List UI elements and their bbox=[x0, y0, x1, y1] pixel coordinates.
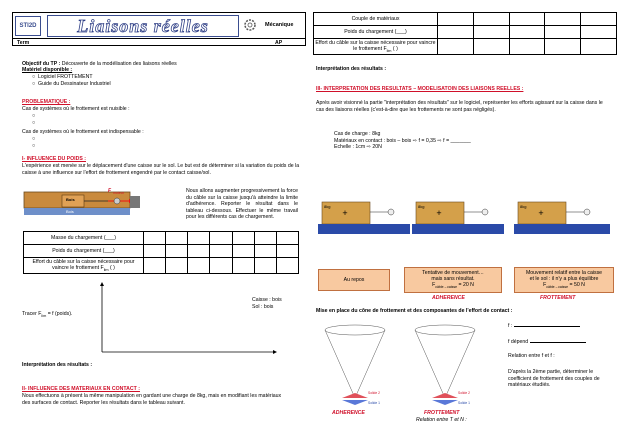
section3-text: Après avoir visionné la partie "interprétation des résultats" sur le logiciel, représenter les efforts agissant sur la caisse dans le cas des liaisons réelles (c'est-à-dire que les frottements ne sont pas négligés). bbox=[316, 100, 603, 113]
state-friction: Mouvement relatif entre la caisse et le sol : il n'y a plus équilibre $F_{câble\to caisse} = 50$ N bbox=[514, 267, 614, 293]
crate-figure: Bois Bois F moteur bbox=[22, 186, 172, 220]
problem-q1: Cas de systèmes où le frottement est nuisible : bbox=[22, 106, 130, 112]
section1-title: I- INFLUENCE DU POIDS : bbox=[22, 156, 86, 162]
crate-diagram-friction: + 8kg bbox=[514, 200, 610, 236]
list-item: ○ Guide du Dessinateur Industriel bbox=[32, 80, 111, 87]
problem-q2: Cas de systèmes où le frottement est indispensable : bbox=[22, 129, 144, 135]
svg-text:+: + bbox=[436, 208, 442, 218]
label-friction: FROTTEMENT bbox=[540, 295, 576, 301]
cone-label-adherence: ADHERENCE bbox=[332, 410, 365, 416]
q-depends: f dépend bbox=[508, 339, 586, 346]
crate-diagram-adherence: + 8kg bbox=[412, 200, 504, 236]
crate-diagram-rest: + 8kg bbox=[318, 200, 410, 236]
section2-text: Nous effectuons à présent la même manipulation en gardant une charge de 8kg, mais en modifiant les matériaux des surfaces de contact. Reporter les résultats dans le tableau suivant. bbox=[22, 393, 282, 406]
header bbox=[12, 12, 306, 46]
state-adherence: Tentative de mouvement… mais sans résultat. $F_{câble\to caisse} = 20$ N bbox=[404, 267, 502, 293]
problem-title: PROBLEMATIQUE : bbox=[22, 99, 71, 105]
interp-label-left: Interprétation des résultats : bbox=[22, 362, 93, 368]
course-label: AP bbox=[275, 40, 283, 46]
cone-label-friction: FROTTEMENT bbox=[424, 410, 460, 416]
section1-intro: L'expérience est menée sur le déplacement d'une caisse sur le sol. Le but est de déterminer si la variation du poids de la caisse à une influence sur l'effort de frottement engendré par le contact caisse/sol. bbox=[22, 163, 300, 176]
logo: STI2D bbox=[15, 16, 41, 36]
load-table: Masse du chargement (___) Poids du chargement (___) Effort du câble sur la caisse nécessaire pour vaincre le frottement $F_{lim}$ ( ) bbox=[23, 231, 299, 274]
trace-instruction: Tracer $F_{lim} = f$ (poids). bbox=[22, 311, 73, 319]
svg-text:+: + bbox=[538, 208, 544, 218]
q-relation: Relation entre f et f : bbox=[508, 353, 555, 359]
list-item: ○ Logiciel FROTTEMENT bbox=[32, 74, 93, 80]
section1-text: Nous allons augmenter progressivement la force du câble sur la caisse jusqu'à atteindre la limite d'adhérence. Reporter le résultat dans le tableau ci-dessous. Effectuer le même travail pour les différents cas de chargement. bbox=[186, 188, 298, 221]
level-label: Term bbox=[17, 40, 30, 46]
materials-table: Couple de matériaux Poids du chargement (___) Effort du câble sur la caisse nécessaire pour vaincre le frottement $F_{lim}$ ( ) bbox=[313, 12, 617, 55]
q-last: D'après la 2ème partie, déterminer le coefficient de frottement des couples de matériaux étudiés. bbox=[508, 369, 600, 389]
cone-relation: Relation entre T et N : bbox=[416, 417, 467, 423]
graph-note: Caisse : bois Sol : bois bbox=[252, 297, 282, 310]
interp-label-right: Interprétation des résultats : bbox=[316, 66, 387, 72]
section2-title: II- INFLUENCE DES MATERIAUX EN CONTACT : bbox=[22, 386, 140, 392]
state-rest: Au repos bbox=[318, 269, 390, 291]
friction-cone-friction: Solide 2 Solide 1 bbox=[410, 322, 480, 410]
section3-title: III- INTERPRETATION DES RESULTATS – MODELISATOIN DES LIAISONS REELLES : bbox=[316, 86, 524, 92]
graph-axes bbox=[98, 282, 278, 354]
material-label: Matériel disponible : bbox=[22, 67, 73, 73]
page-title: Liaisons réelles bbox=[47, 15, 239, 37]
objective: Objectif du TP : Découverte de la modélisation des liaisons réelles bbox=[22, 61, 177, 67]
load-case: Cas de charge : 8kg Matériaux en contact : bois – bois ⇨ f = 0,35 ⇨ f = _______ Echelle : 1cm ⇨ 20N bbox=[334, 131, 471, 151]
gear-icon bbox=[241, 16, 259, 34]
q-f: f : bbox=[508, 323, 580, 330]
cone-title: Mise en place du cône de frottement et des composantes de l'effort de contact : bbox=[316, 308, 513, 314]
subject-label: Mécanique bbox=[265, 22, 294, 28]
friction-cone-adherence: Solide 2 Solide 1 bbox=[320, 322, 390, 410]
material-list bbox=[32, 74, 111, 87]
svg-text:+: + bbox=[342, 208, 348, 218]
label-adherence: ADHERENCE bbox=[432, 295, 465, 301]
